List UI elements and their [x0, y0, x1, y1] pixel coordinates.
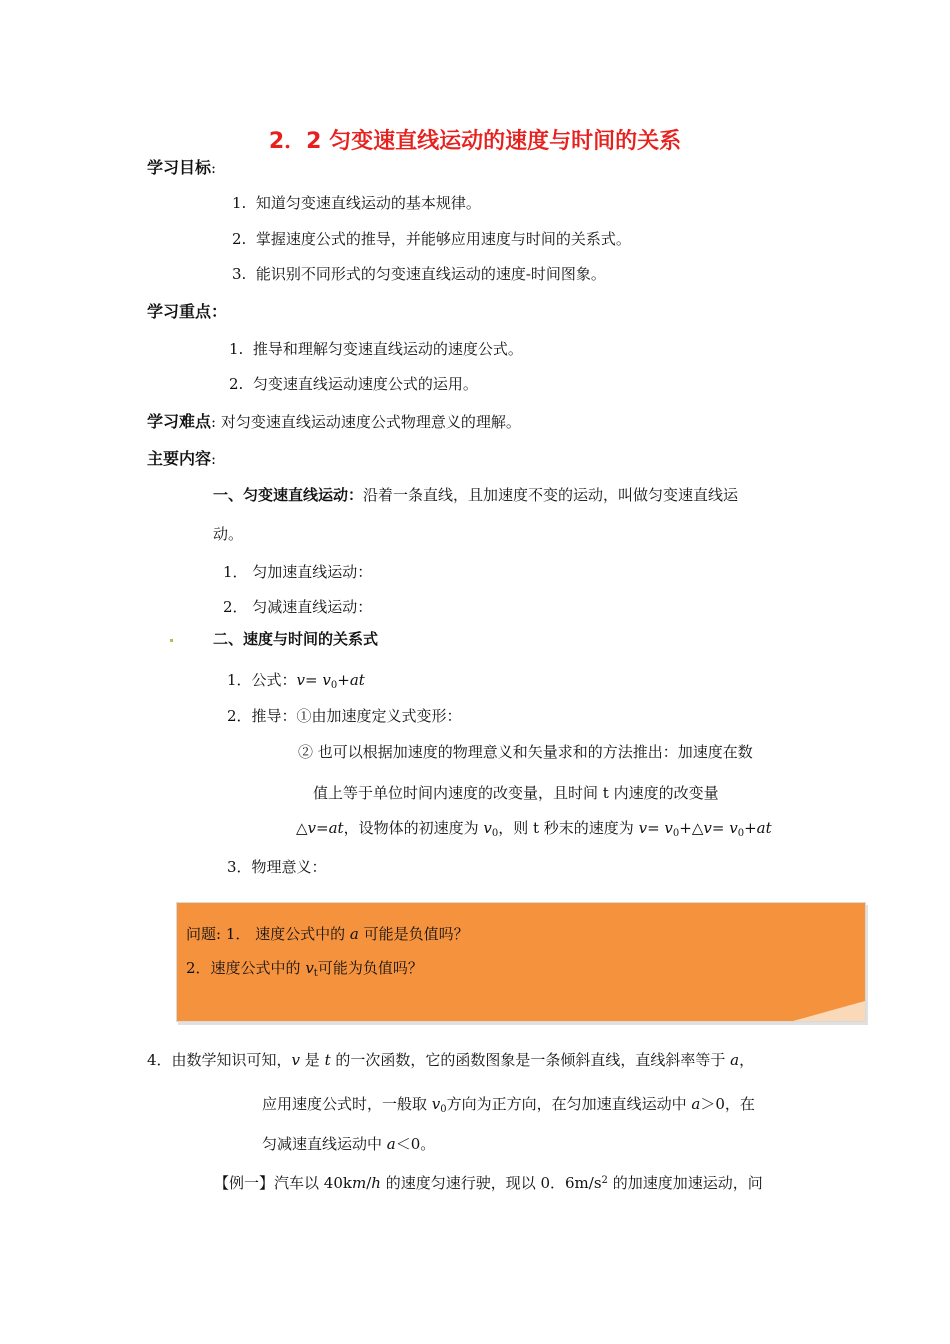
- var-v: v: [703, 819, 712, 837]
- delta-symbol: △: [296, 819, 308, 837]
- key-point-item: [229, 373, 478, 394]
- var-v: v: [431, 1095, 441, 1113]
- sub: 0: [672, 828, 680, 839]
- question-box: [176, 902, 866, 1022]
- text: 应用速度公式时，一般取: [262, 1095, 432, 1113]
- key-point-num: 2.: [229, 375, 244, 393]
- text: 4．由数学知识可知，: [147, 1051, 292, 1069]
- formula-var: at: [349, 671, 365, 689]
- text: 汽车以 40k: [274, 1174, 352, 1192]
- objective-item: [232, 192, 481, 213]
- eq: =: [316, 819, 329, 837]
- objective-num: 3.: [232, 265, 247, 283]
- page-title: 2．2 匀变速直线运动的速度与时间的关系: [268, 129, 682, 154]
- section1-heading: 一、匀变速直线运动：: [213, 486, 364, 504]
- unit: h: [371, 1174, 381, 1192]
- objective-text: 能识别不同形式的匀变速直线运动的速度-时间图象。: [255, 265, 606, 283]
- formula-line: [227, 669, 365, 691]
- var-v: v: [729, 819, 738, 837]
- derive2-line3: [296, 817, 772, 839]
- main-colon: :: [211, 450, 217, 468]
- objectives-label: 学习目标: [147, 158, 212, 177]
- text: 的速度匀速行驶，现以 0．6m/s: [380, 1174, 602, 1192]
- example-label: 【例一】: [214, 1174, 275, 1192]
- formula-var: v: [296, 671, 306, 689]
- section1-text: 沿着一条直线，且加速度不变的运动，叫做匀变速直线运: [363, 486, 739, 504]
- var-v: v: [307, 819, 317, 837]
- objectives-heading: [147, 155, 216, 178]
- var-a: a: [691, 1095, 701, 1113]
- eq: =: [647, 819, 665, 837]
- formula-plus: +: [337, 671, 350, 689]
- var-a: a: [386, 1135, 396, 1153]
- var-a: a: [730, 1051, 740, 1069]
- derive-label: 2．推导：①由加速度定义式变形：: [227, 707, 462, 725]
- var-at: at: [328, 819, 344, 837]
- section1-sub2: 2． 匀减速直线运动：: [223, 598, 373, 616]
- sup: 2: [601, 1175, 608, 1186]
- eq: =: [711, 819, 730, 837]
- point4-line3: [262, 1133, 435, 1154]
- var-v: v: [305, 959, 314, 977]
- key-point-text: 匀变速直线运动速度公式的运用。: [252, 375, 478, 393]
- derive2-line2: 值上等于单位时间内速度的改变量，且时间 t 内速度的改变量: [313, 784, 719, 802]
- sub: 0: [491, 828, 499, 839]
- folded-corner: [793, 1001, 865, 1021]
- point4-line1: [147, 1049, 754, 1070]
- formula-eq: =: [305, 671, 323, 689]
- question-text: 问题: 1． 速度公式中的: [186, 925, 350, 943]
- text: ＜0。: [395, 1135, 436, 1153]
- main-label: 主要内容: [147, 449, 212, 468]
- key-point-text: 推导和理解匀变速直线运动的速度公式。: [252, 340, 523, 358]
- main-heading: [147, 446, 216, 469]
- plus: +: [744, 819, 757, 837]
- var-at: at: [756, 819, 772, 837]
- formula-var: v: [322, 671, 331, 689]
- key-points-heading: 学习重点：: [147, 302, 228, 321]
- objective-item: [232, 228, 631, 249]
- question-text: 可能为负值吗？: [317, 959, 423, 977]
- formula-sub: 0: [330, 680, 338, 691]
- text: ，设物体的初速度为: [343, 819, 484, 837]
- text: 的一次函数，它的函数图象是一条倾斜直线，直线斜率等于: [330, 1051, 731, 1069]
- var-v: v: [483, 819, 492, 837]
- text: 方向为正方向，在匀加速直线运动中: [446, 1095, 692, 1113]
- question-2: [186, 957, 423, 979]
- objective-text: 知道匀变速直线运动的基本规律。: [255, 194, 481, 212]
- point4-line2: [262, 1093, 755, 1115]
- sub: 0: [440, 1104, 447, 1115]
- question-1: [186, 923, 469, 944]
- difficulty-text: : 对匀变速直线运动速度公式物理意义的理解。: [211, 413, 521, 431]
- objective-text: 掌握速度公式的推导，并能够应用速度与时间的关系式。: [255, 230, 631, 248]
- section2-heading: 二、速度与时间的关系式: [213, 630, 379, 648]
- sub: 0: [737, 828, 745, 839]
- section1-line: [213, 484, 738, 505]
- meaning-label: 3．物理意义：: [227, 858, 327, 876]
- section1-text-cont: 动。: [213, 525, 244, 543]
- unit: m: [351, 1174, 367, 1192]
- stray-dot: [170, 639, 173, 642]
- text: 是: [300, 1051, 325, 1069]
- var-v: v: [638, 819, 648, 837]
- question-text: 可能是负值吗？: [358, 925, 469, 943]
- objective-num: 1.: [232, 194, 247, 212]
- text: ，则 t 秒末的速度为: [498, 819, 639, 837]
- objective-item: [232, 263, 606, 284]
- objective-num: 2.: [232, 230, 247, 248]
- text: ＞0，在: [700, 1095, 755, 1113]
- var-v: v: [664, 819, 673, 837]
- example1-line: [214, 1172, 763, 1193]
- text: ，: [739, 1051, 755, 1069]
- difficulty-label: 学习难点: [147, 412, 212, 431]
- objectives-colon: :: [211, 159, 217, 177]
- text: 的加速度加速运动，问: [607, 1174, 763, 1192]
- question-text: 2．速度公式中的: [186, 959, 306, 977]
- sub: t: [313, 968, 318, 979]
- key-point-item: [229, 338, 523, 359]
- formula-label: 1．公式：: [227, 671, 297, 689]
- var-t: t: [324, 1051, 331, 1069]
- var-v: v: [291, 1051, 301, 1069]
- derive2-line1: ② 也可以根据加速度的物理意义和矢量求和的方法推出：加速度在数: [298, 743, 753, 761]
- key-point-num: 1.: [229, 340, 244, 358]
- text: 匀减速直线运动中: [262, 1135, 387, 1153]
- var-a: a: [349, 925, 359, 943]
- plus-delta: +△: [679, 819, 704, 837]
- section1-sub1: 1． 匀加速直线运动：: [223, 563, 373, 581]
- text: /: [366, 1174, 372, 1192]
- difficulty-line: [147, 409, 521, 432]
